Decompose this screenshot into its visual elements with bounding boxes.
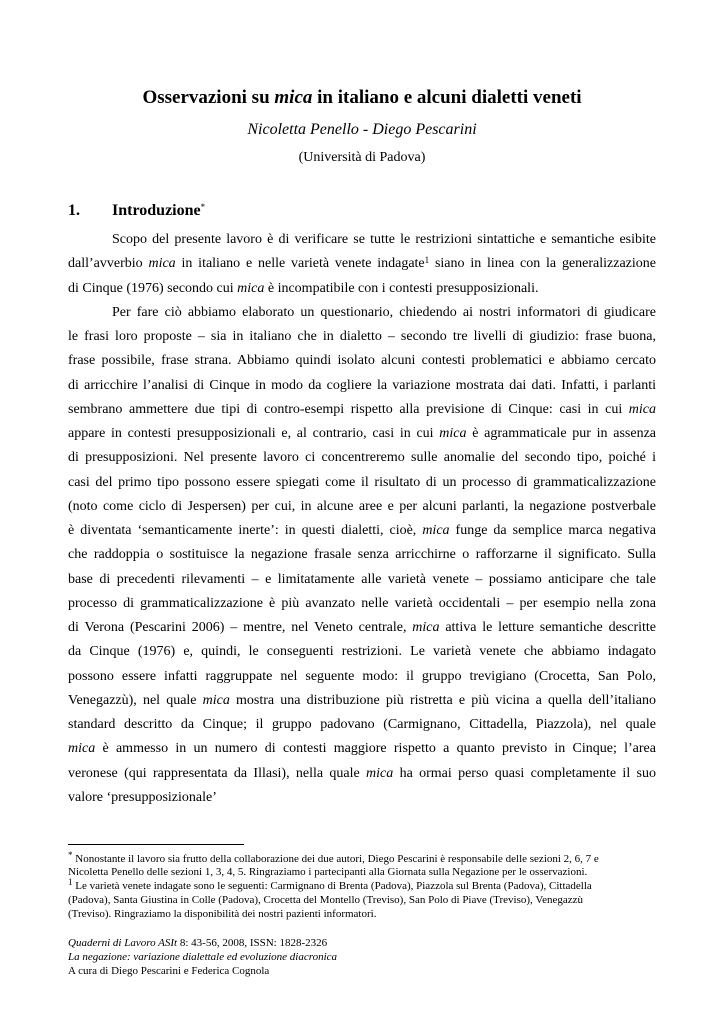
text-run: (noto come ciclo di Jespersen) per cui, in alcune aree e per alcuni parlanti, la negazione postverbale: [68, 498, 656, 514]
text-run: veronese (qui rappresentata da Illasi), nella quale: [68, 765, 367, 781]
body-line: [68, 474, 656, 492]
text-run: in italiano e nelle varietà venete indagate: [175, 256, 425, 272]
body-line: [68, 522, 656, 540]
title-part: Osservazioni su: [142, 87, 275, 108]
body-line: [112, 304, 656, 322]
text-run: valore ‘presupposizionale’: [68, 789, 217, 805]
footnote-2: [68, 877, 658, 893]
body-line: [68, 377, 656, 395]
journal-details: 8: 43-56, 2008, ISSN: 1828-2326: [177, 937, 328, 949]
body-line: [68, 352, 656, 370]
italic-term: mica: [68, 741, 96, 757]
text-run: siano in linea con la generalizzazione: [429, 256, 656, 272]
affiliation: (Università di Padova): [298, 150, 426, 165]
paper-title: [0, 86, 724, 110]
text-run: è incompatibile con i contesti presupposizionali.: [264, 280, 539, 296]
footnote-rule: [68, 844, 244, 845]
body-line: [68, 280, 656, 298]
footnote-2-text: Le varietà venete indagate sono le seguenti: Carmignano di Brenta (Padova), Piazzola sul Brenta (Padova), Cittadella: [72, 880, 592, 892]
body-line: [68, 740, 656, 758]
text-run: mostra una distribuzione più ristretta e più vicina a quella dell’italiano: [229, 692, 656, 708]
body-line: [112, 231, 656, 249]
body-line: [68, 619, 656, 637]
text-run: standard descritto da Cinque; il gruppo padovano (Carmignano, Cittadella, Piazzola), nel quale: [68, 717, 656, 732]
italic-term: mica: [422, 523, 450, 538]
body-line: [68, 789, 656, 807]
volume-title: La negazione: variazione dialettale ed evoluzione diacronica: [68, 951, 338, 963]
text-run: casi del primo tipo possono essere spiegati come il risultato di un processo di grammaticalizzazione: [68, 474, 656, 490]
body-line: [68, 328, 656, 346]
title-part: in italiano e alcuni dialetti veneti: [312, 87, 582, 108]
footnote-marker: *: [200, 202, 206, 212]
text-run: è ammesso in un numero di contesti maggiore rispetto a quanto previsto in Cinque; l’area: [95, 741, 656, 757]
footnote-1-text: Nonostante il lavoro sia frutto della collaborazione dei due autori, Diego Pescarini è responsabile delle sezioni 2, 6, 7 e: [72, 853, 599, 865]
text-run: che raddoppia o sostituisce la negazione frasale senza arricchirne o rafforzarne il significato. Sulla: [68, 547, 656, 563]
text-run: le frasi loro proposte – sia in italiano che in dialetto – secondo tre livelli di giudizio: frase buona,: [68, 329, 656, 344]
italic-term: mica: [628, 401, 656, 417]
body-line: [68, 692, 656, 710]
text-run: di arricchire l’analisi di Cinque in modo da cogliere la variazione mostrata dai dati. Infatti, i parlanti: [68, 377, 656, 393]
section-title: Introduzione: [112, 202, 201, 219]
text-run: frase possibile, frase strana. Abbiamo quindi isolato alcuni contesti problematici e abbiamo cercato: [68, 353, 656, 369]
text-run: sembrano ammettere due tipi di contro-esempi rispetto alla previsione di Cinque: casi in cui: [68, 401, 629, 417]
italic-term: mica: [202, 692, 230, 708]
text-run: Venegazzù), nel quale: [68, 692, 203, 708]
footnote-2-cont: (Padova), Santa Giustina in Colle (Padova), Crocetta del Montello (Treviso), San Polo di Piave (Treviso), Venegazzù: [68, 894, 583, 906]
text-run: base di precedenti rilevamenti – e limitatamente alle varietà venete – possiamo anticipare che tale: [68, 571, 656, 587]
text-run: Per fare ciò abbiamo elaborato un questionario, chiedendo ai nostri informatori di giudicare: [112, 304, 656, 320]
italic-term: mica: [148, 256, 176, 272]
body-line: [68, 425, 656, 443]
text-run: è diventata ‘semanticamente inerte’: in questi dialetti, cioè,: [68, 523, 423, 538]
body-line: [68, 643, 656, 661]
text-run: attiva le letture semantiche descritte: [439, 620, 656, 635]
text-run: di Cinque (1976) secondo cui: [68, 280, 238, 296]
text-run: ha ormai perso quasi completamente il suo: [393, 765, 656, 781]
footnote-marker: 1: [424, 255, 430, 266]
body-line: [68, 255, 656, 273]
body-line: [68, 546, 656, 564]
body-line: [68, 595, 656, 613]
section-number: 1.: [68, 202, 80, 219]
section-heading: [68, 200, 205, 222]
italic-term: mica: [366, 765, 394, 781]
body-line: [68, 571, 656, 589]
text-run: di presupposizioni. Nel presente lavoro ci concentreremo sulle anomalie del secondo tipo, poiché i: [68, 450, 656, 466]
text-run: di Verona (Pescarini 2006) – mentre, nel Veneto centrale,: [68, 620, 413, 635]
journal-name: Quaderni di Lavoro ASIt: [68, 937, 178, 949]
footnote-1-cont: Nicoletta Penello delle sezioni 1, 3, 4, 5. Ringraziamo i partecipanti alla Giornata sulla Negazione per le osservazioni.: [68, 866, 588, 878]
text-run: è agrammaticale pur in assenza: [466, 426, 656, 441]
text-run: appare in contesti presupposizionali e, al contrario, casi in cui: [68, 426, 440, 441]
title-italic-word: mica: [274, 87, 313, 108]
authors: Nicoletta Penello - Diego Pescarini: [247, 121, 477, 138]
text-run: processo di grammaticalizzazione è più avanzato nelle varietà occidentali – per esempio nella zona: [68, 595, 656, 611]
footnote-2-marker: 1: [68, 877, 73, 887]
body-line: [68, 498, 656, 516]
text-run: dall’avverbio: [68, 256, 149, 272]
body-line: [68, 401, 656, 419]
editors: A cura di Diego Pescarini e Federica Cognola: [68, 965, 270, 977]
body-line: [68, 716, 656, 734]
footnote-2-cont: (Treviso). Ringraziamo la disponibilità dei nostri pazienti informatori.: [68, 908, 377, 920]
italic-term: mica: [237, 280, 265, 296]
text-run: Scopo del presente lavoro è di verificare se tutte le restrizioni sintattiche e semantiche esibite: [112, 232, 656, 247]
text-run: funge da semplice marca negativa: [449, 523, 656, 538]
body-line: [68, 668, 656, 686]
body-line: [68, 765, 656, 783]
footnote-1: [68, 850, 658, 866]
journal-citation: [68, 937, 327, 950]
italic-term: mica: [412, 620, 440, 635]
text-run: da Cinque (1976) e, quindi, le conseguenti restrizioni. Le varietà venete che abbiamo indagato: [68, 644, 656, 660]
footnote-1-marker: *: [68, 850, 73, 860]
text-run: possono essere infatti raggruppate nel seguente modo: il gruppo trevigiano (Crocetta, San Polo,: [68, 668, 656, 684]
italic-term: mica: [439, 426, 467, 441]
body-line: [68, 449, 656, 467]
